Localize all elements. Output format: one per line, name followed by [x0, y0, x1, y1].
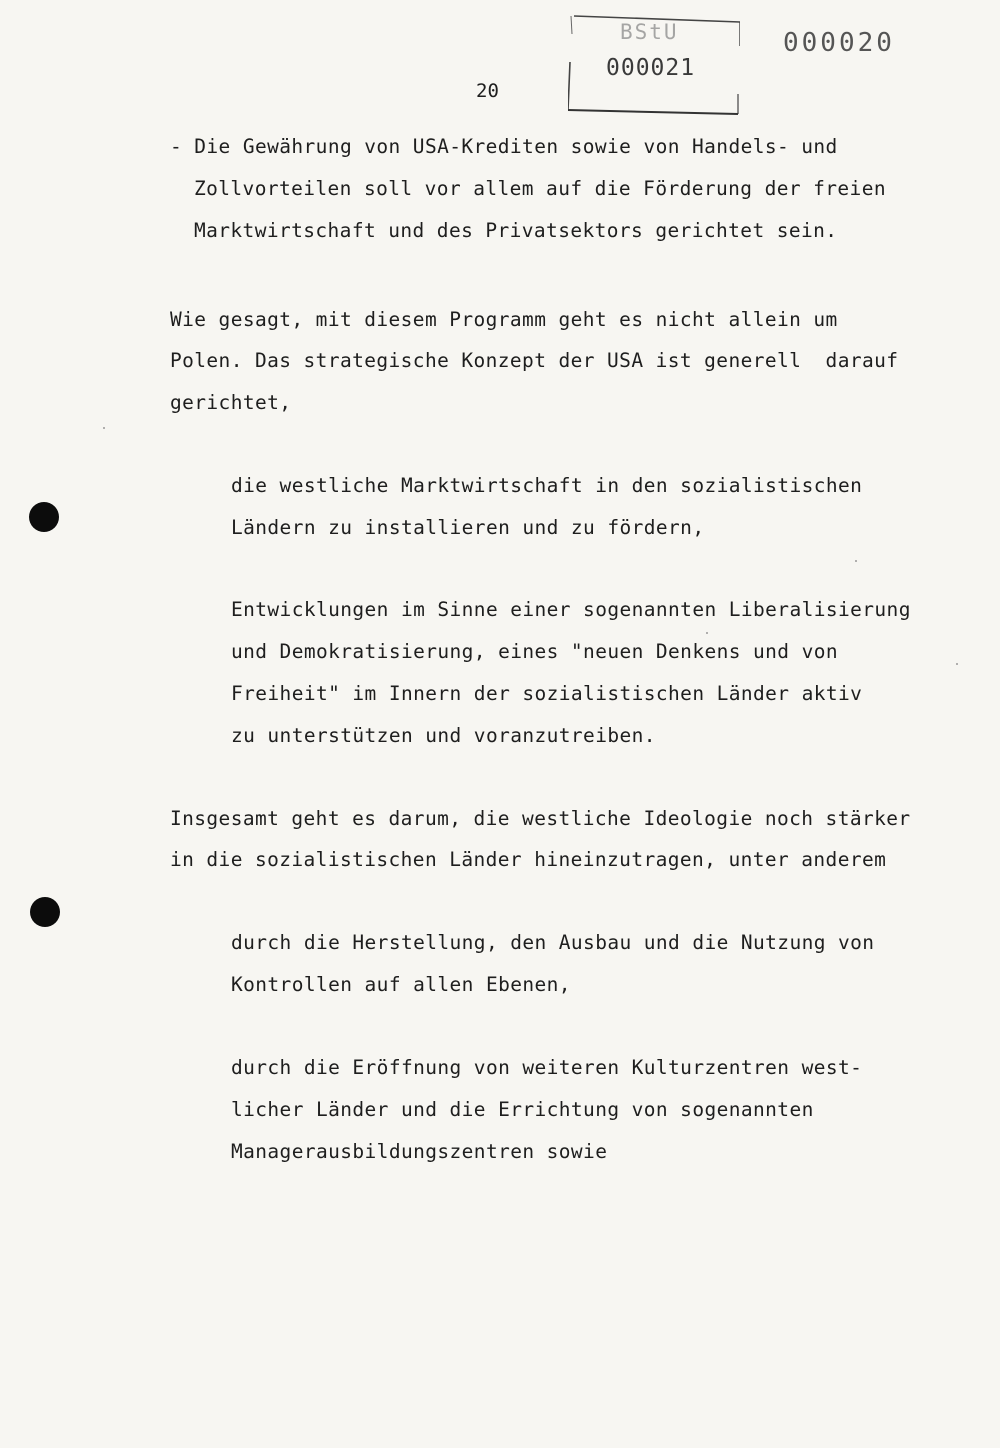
text-line: Polen. Das strategische Konzept der USA ist generell darauf: [170, 349, 899, 372]
text-line: - Die Gewährung von USA-Krediten sowie von Handels- und: [170, 135, 838, 158]
scan-speck: [855, 560, 857, 562]
text-line: in die sozialistischen Länder hineinzutragen, unter anderem: [170, 848, 887, 871]
scan-speck: [956, 663, 958, 665]
text-line: Kontrollen auf allen Ebenen,: [231, 973, 571, 996]
stamp-number: 000021: [606, 55, 696, 81]
text-line: durch die Herstellung, den Ausbau und die Nutzung von: [231, 931, 875, 954]
scan-speck: [103, 427, 105, 429]
text-line: Marktwirtschaft und des Privatsektors gerichtet sein.: [194, 219, 838, 242]
text-line: Entwicklungen im Sinne einer sogenannten Liberalisierung: [231, 598, 911, 621]
punch-hole: [29, 502, 59, 532]
scan-speck: [706, 632, 708, 634]
text-line: Ländern zu installieren und zu fördern,: [231, 516, 705, 539]
page-number: 20: [476, 80, 499, 102]
archive-page-number: 000020: [783, 28, 895, 58]
text-line: Managerausbildungszentren sowie: [231, 1140, 608, 1163]
text-line: licher Länder und die Errichtung von sogenannten: [231, 1098, 814, 1121]
text-line: Wie gesagt, mit diesem Programm geht es nicht allein um: [170, 308, 838, 331]
text-line: die westliche Marktwirtschaft in den sozialistischen: [231, 474, 863, 497]
stamp-label: BStU: [620, 20, 679, 44]
text-line: gerichtet,: [170, 391, 292, 414]
text-line: Freiheit" im Innern der sozialistischen Länder aktiv: [231, 682, 863, 705]
text-line: zu unterstützen und voranzutreiben.: [231, 724, 656, 747]
punch-hole: [30, 897, 60, 927]
text-line: und Demokratisierung, eines "neuen Denkens und von: [231, 640, 838, 663]
text-line: Insgesamt geht es darum, die westliche Ideologie noch stärker: [170, 807, 911, 830]
text-line: Zollvorteilen soll vor allem auf die Förderung der freien: [194, 177, 886, 200]
text-line: durch die Eröffnung von weiteren Kulturzentren west-: [231, 1056, 863, 1079]
